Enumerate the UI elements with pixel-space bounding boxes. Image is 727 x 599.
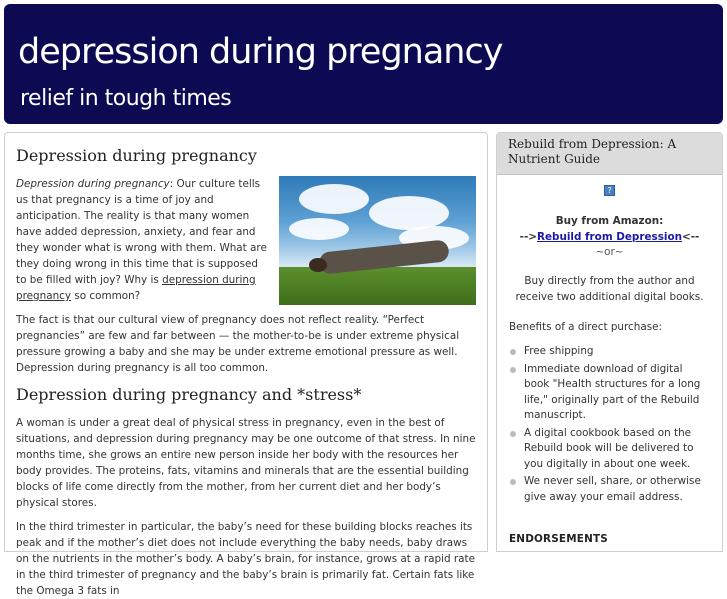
benefit-item: Immediate download of digital book "Health structures for a long life," originally part of the Rebuild manuscript.: [509, 362, 710, 424]
benefit-item: We never sell, share, or otherwise give away your email address.: [509, 474, 710, 505]
paragraph-cultural-view: The fact is that our cultural view of pregnancy does not reflect reality. “Perfect pregnancies” are few and far between — the mother-to-be is under extreme physical pressure growing a baby and she may be under extreme emotional pressure as well. Depression during pregnancy is all too common.: [16, 314, 460, 374]
intro-text: : Our culture tells us that pregnancy is a time of joy and anticipation. The reality is that many women have added depression, anxiety, and fear and they wonder what is wrong with them. What are they doing wrong in this time that is supposed to be filled with joy? Why is: [16, 178, 267, 286]
benefit-list: [509, 344, 710, 505]
benefit-item: A digital cookbook based on the Rebuild book will be delivered to you digitally in about one week.: [509, 426, 710, 473]
pregnant-woman-photo: [279, 176, 476, 305]
benefits-label: Benefits of a direct purchase:: [509, 321, 663, 333]
buy-from-amazon-label: Buy from Amazon:: [555, 215, 664, 227]
site-title[interactable]: depression during pregnancy: [18, 32, 503, 72]
endorsements-heading: ENDORSEMENTS: [509, 533, 608, 545]
site-tagline: relief in tough times: [20, 86, 232, 111]
book-image-icon[interactable]: ?: [604, 185, 615, 196]
paragraph-physical-stress: A woman is under a great deal of physical stress in pregnancy, even in the best of situations, and depression during pregnancy may be one outcome of that stress. In nine months time, she grows an entire new person inside her body with the resources her body provides. The proteins, fats, vitamins and minerals that are the essential building blocks of life come directly from the mother, from her current diet and her body’s physical stores.: [16, 417, 476, 509]
depression-during-pregnancy-link[interactable]: depression during pregnancy: [16, 274, 256, 302]
sidebar: [496, 132, 723, 552]
site-header: [4, 4, 723, 124]
direct-purchase-text: Buy directly from the author and receive two additional digital books.: [515, 275, 704, 303]
post-title: Depression during pregnancy: [16, 146, 257, 165]
rebuild-from-depression-link[interactable]: Rebuild from Depression: [536, 231, 683, 243]
main-content: [4, 132, 488, 597]
intro-emphasis: Depression during pregnancy: [16, 178, 170, 190]
buy-prefix: -->: [519, 231, 537, 243]
section-title-stress: Depression during pregnancy and *stress*: [16, 385, 362, 404]
buy-suffix: <--: [682, 231, 700, 243]
buy-link-line: [509, 229, 710, 245]
paragraph-third-trimester: In the third trimester in particular, the baby’s need for these building blocks reaches its peak and if the mother’s diet does not include everything the baby needs, baby draws on the nutrients in the mother’s body. A baby’s brain, for instance, grows at a rapid rate in the third trimester of pregnancy and the baby’s brain is primarily fat. Certain fats like the Omega 3 fats in: [16, 521, 475, 597]
intro-end: so common?: [71, 290, 141, 302]
or-separator: ~or~: [595, 246, 624, 258]
sidebar-heading: Rebuild from Depression: A Nutrient Guide: [497, 133, 722, 175]
benefit-item: Free shipping: [509, 344, 710, 360]
